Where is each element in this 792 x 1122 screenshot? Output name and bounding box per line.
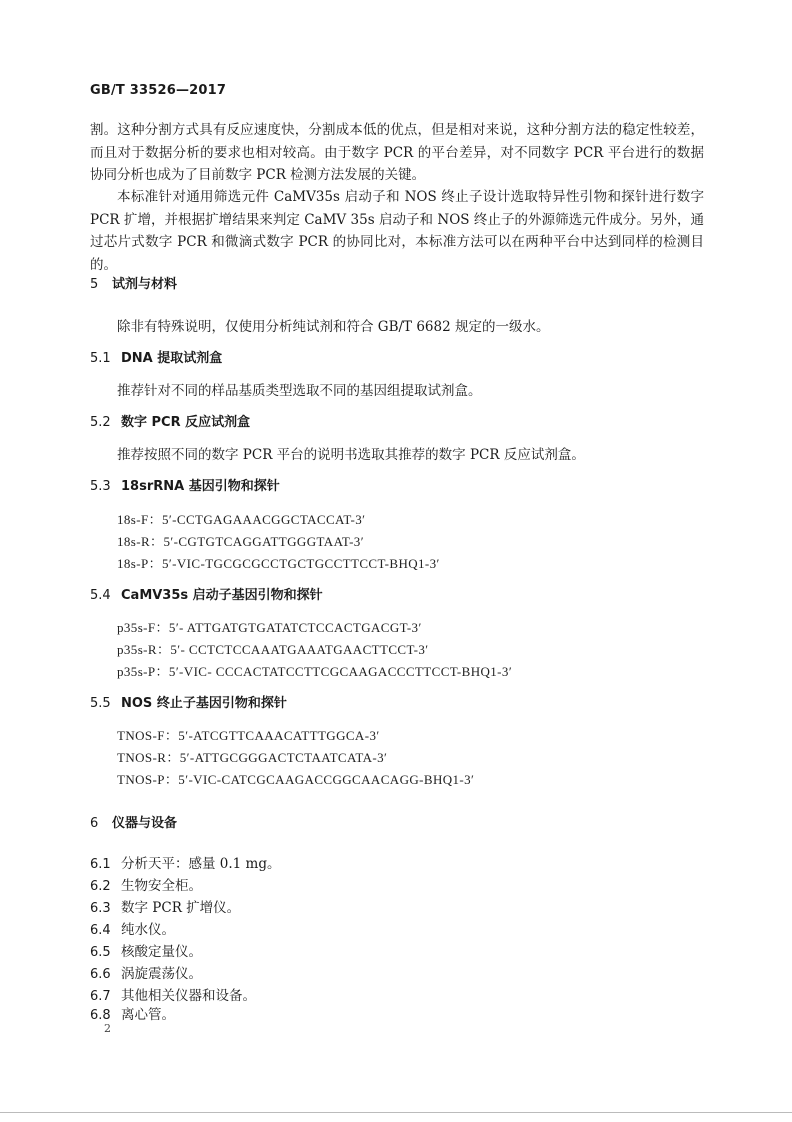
primer-sequence: TNOS-R：5′-ATTGCGGGACTCTAATCATA-3′ [117, 750, 388, 765]
subsection-number: 5.4 [90, 588, 111, 603]
item-text: 纯水仪。 [121, 922, 175, 938]
primer-sequence: p35s-R：5′- CCTCTCCAAATGAAATGAACTTCCT-3′ [117, 642, 429, 657]
subsection-number: 5.3 [90, 479, 111, 494]
subsection-title: CaMV35s 启动子基因引物和探针 [121, 588, 323, 603]
equipment-item [90, 962, 202, 982]
item-number: 6.6 [90, 967, 111, 982]
item-text: 涡旋震荡仪。 [121, 966, 202, 982]
standard-code-header: GB/T 33526—2017 [90, 83, 227, 98]
subsection-5-4-heading [90, 584, 323, 603]
equipment-item [90, 852, 281, 872]
primer-sequence: p35s-F：5′- ATTGATGTGATATCTCCACTGACGT-3′ [117, 620, 422, 635]
section-5-intro: 除非有特殊说明，仅使用分析纯试剂和符合 GB/T 6682 规定的一级水。 [117, 319, 550, 335]
item-text: 其他相关仪器和设备。 [121, 988, 256, 1004]
section-title: 试剂与材料 [112, 277, 178, 292]
item-number: 6.1 [90, 857, 111, 872]
equipment-item [90, 918, 175, 938]
subsection-5-1-heading [90, 347, 222, 366]
primer-sequence: 18s-F：5′-CCTGAGAAACGGCTACCAT-3′ [117, 512, 366, 527]
equipment-item [90, 1003, 175, 1023]
equipment-item [90, 896, 240, 916]
equipment-item [90, 874, 202, 894]
probe-sequence: p35s-P：5′-VIC- CCCACTATCCTTCGCAAGACCCTTCCT-BHQ1-3′ [117, 664, 513, 679]
primer-sequence: 18s-R：5′-CGTGTCAGGATTGGGTAAT-3′ [117, 534, 364, 549]
section-6-heading [90, 812, 177, 831]
section-number: 6 [90, 816, 99, 831]
subsection-title: NOS 终止子基因引物和探针 [121, 696, 287, 711]
item-number: 6.7 [90, 989, 111, 1004]
equipment-item [90, 940, 202, 960]
subsection-number: 5.5 [90, 696, 111, 711]
item-number: 6.8 [90, 1008, 111, 1023]
item-number: 6.4 [90, 923, 111, 938]
item-text: 生物安全柜。 [121, 878, 202, 894]
probe-sequence: TNOS-P：5′-VIC-CATCGCAAGACCGGCAACAGG-BHQ1-3′ [117, 772, 475, 787]
primer-sequence: TNOS-F：5′-ATCGTTCAAACATTTGGCA-3′ [117, 728, 380, 743]
subsection-title: 数字 PCR 反应试剂盒 [121, 415, 251, 430]
subsection-5-2-heading [90, 411, 250, 430]
subsection-title: DNA 提取试剂盒 [121, 351, 223, 366]
item-text: 数字 PCR 扩增仪。 [121, 900, 241, 916]
section-title: 仪器与设备 [112, 816, 178, 831]
section-number: 5 [90, 277, 99, 292]
intro-paragraph-2: 本标准针对通用筛选元件 CaMV35s 启动子和 NOS 终止子设计选取特异性引物和探针进行数字 PCR 扩增，并根据扩增结果来判定 CaMV 35s 启动子和 NOS 终止子的外源筛选元件成分。另外，通过芯片式数字 PCR 和微滴式数字 PCR 的协同比对，本标准方法可以在两种平台中达到同样的检测目的。 [90, 189, 704, 273]
subsection-title: 18srRNA 基因引物和探针 [121, 479, 280, 494]
intro-paragraph-1: 割。这种分割方式具有反应速度快，分割成本低的优点，但是相对来说，这种分割方法的稳定性较差，而且对于数据分析的要求也相对较高。由于数字 PCR 的平台差异，对不同数字 PCR 平台进行的数据协同分析也成为了目前数字 PCR 检测方法发展的关键。 [90, 122, 704, 183]
item-text: 离心管。 [121, 1007, 175, 1023]
subsection-5-1-text: 推荐针对不同的样品基质类型选取不同的基因组提取试剂盒。 [117, 383, 482, 399]
item-text: 分析天平：感量 0.1 mg。 [121, 856, 281, 872]
item-number: 6.3 [90, 901, 111, 916]
subsection-number: 5.1 [90, 351, 111, 366]
probe-sequence: 18s-P：5′-VIC-TGCGCGCCTGCTGCCTTCCT-BHQ1-3′ [117, 556, 440, 571]
subsection-number: 5.2 [90, 415, 111, 430]
subsection-5-3-heading [90, 475, 280, 494]
section-5-heading [90, 273, 177, 292]
item-text: 核酸定量仪。 [121, 944, 202, 960]
subsection-5-2-text: 推荐按照不同的数字 PCR 平台的说明书选取其推荐的数字 PCR 反应试剂盒。 [117, 447, 585, 463]
page-number: 2 [104, 1022, 111, 1035]
subsection-5-5-heading [90, 692, 287, 711]
item-number: 6.5 [90, 945, 111, 960]
page-bottom-divider [0, 1112, 792, 1113]
equipment-item [90, 984, 256, 1004]
item-number: 6.2 [90, 879, 111, 894]
